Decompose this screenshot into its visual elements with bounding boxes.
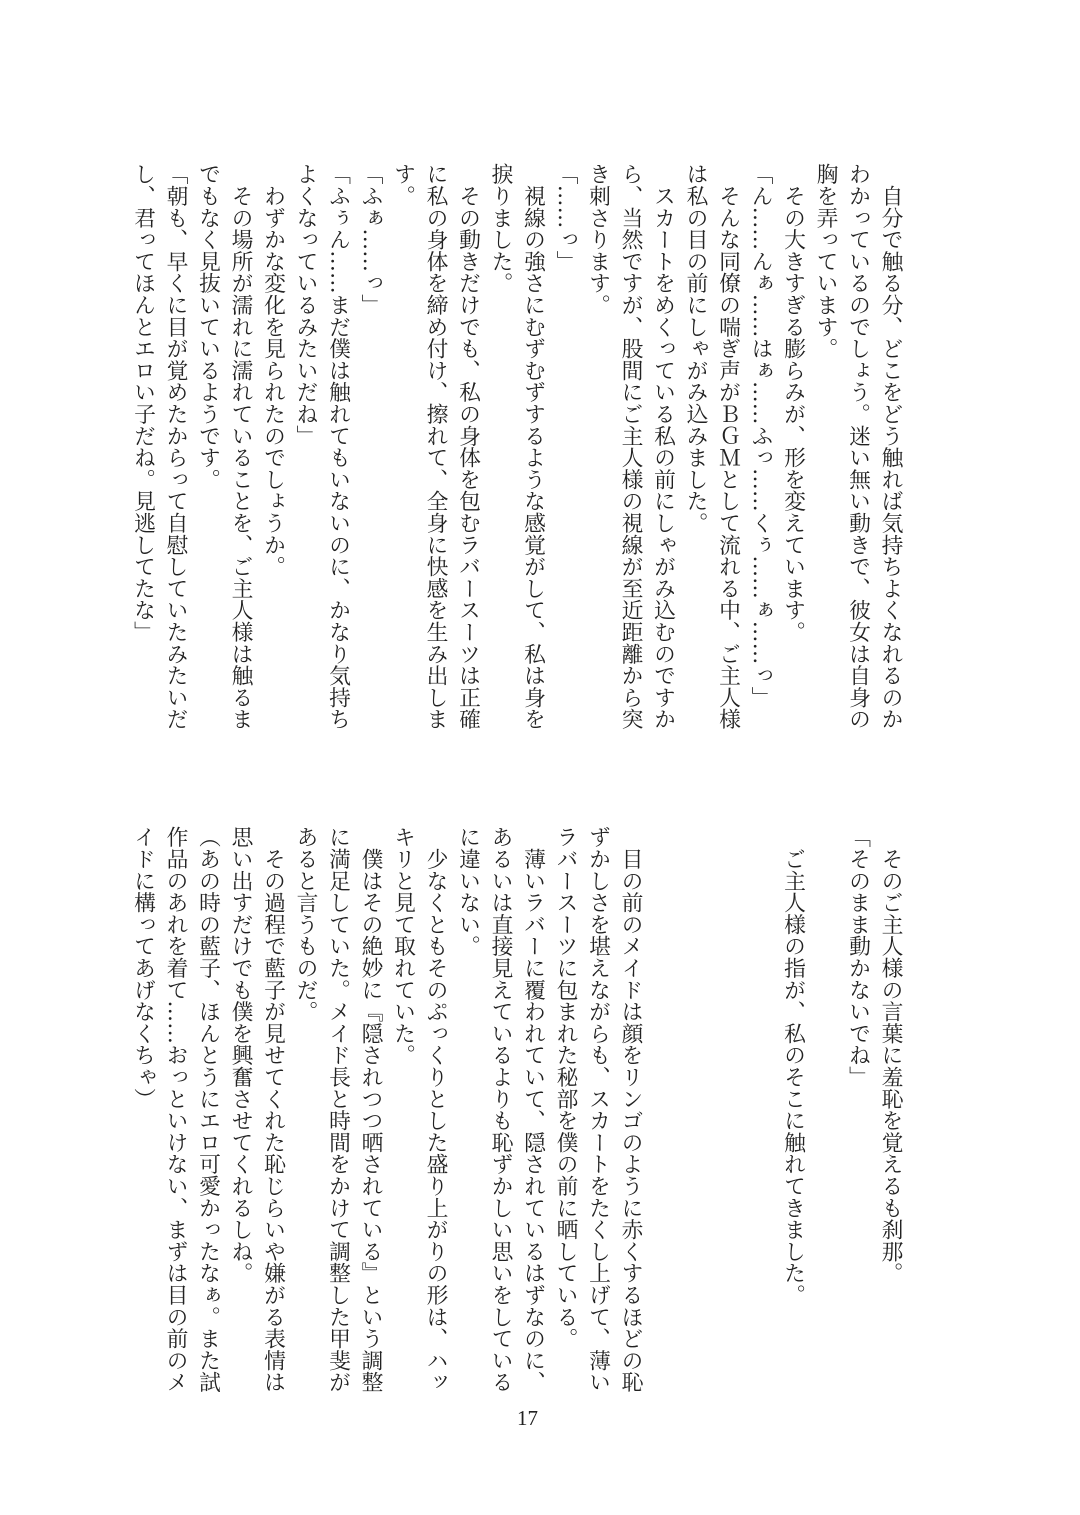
text-column: に私の身体を締め付け、擦れて、全身に快感を生み出しま	[423, 163, 448, 730]
text-column: ラバースーツに包まれた秘部を僕の前に晒している。	[553, 826, 578, 1350]
text-column: あると言うものだ。	[293, 826, 318, 1023]
text-column: その大きすぎる膨らみが、形を変えています。	[780, 163, 806, 643]
text-column: 「ふぅん……まだ僕は触れてもいないのに、かなり気持ち	[325, 163, 351, 730]
text-column: そんな同僚の喘ぎ声がＢＧＭとして流れる中、ご主人様	[715, 163, 741, 730]
text-column: 「そのまま動かないでね」	[845, 826, 871, 1088]
text-column	[711, 826, 744, 1401]
text-column: あるいは直接見えているよりも恥ずかしい思いをしている	[488, 826, 513, 1393]
text-column: 自分で触る分、どこをどう触れば気持ちよくなれるのか	[878, 163, 903, 730]
text-block-bottom	[126, 826, 906, 1401]
text-column: ずかしさを堪えながらも、スカートをたくし上げて、薄い	[585, 826, 611, 1393]
text-column: 作品のあれを着て……おっといけない、まずは目の前のメ	[163, 826, 188, 1393]
text-column: 「ふぁ……っ」	[358, 163, 383, 316]
text-block-top	[126, 163, 906, 738]
text-column: 「……っ」	[553, 163, 578, 272]
text-column: （あの時の藍子、ほんとうにエロ可愛かったなぁ。また試	[195, 826, 221, 1393]
text-column: に満足していた。メイド長と時間をかけて調整した甲斐が	[325, 826, 351, 1393]
text-column: その場所が濡れに濡れていることを、ご主人様は触るま	[228, 163, 253, 730]
text-column: 「ん……んぁ……はぁ……ふっ……くぅ……ぁ……っ」	[748, 163, 773, 708]
text-column: わかっているのでしょう。迷い無い動きで、彼女は自身の	[845, 163, 871, 730]
text-column	[646, 826, 679, 1401]
text-column: イドに構ってあげなくちゃ）	[130, 826, 156, 1110]
text-column: そのご主人様の言葉に羞恥を覚えるも刹那。	[878, 826, 903, 1284]
text-column: その過程で藍子が見せてくれた恥じらいや嫌がる表情は	[260, 826, 286, 1393]
text-column: し、君ってほんとエロい子だね。見逃してたな」	[130, 163, 156, 643]
text-column: に違いない。	[455, 826, 481, 957]
text-column: 捩りました。	[488, 163, 513, 294]
text-column: よくなっているみたいだね」	[293, 163, 318, 447]
text-column: 目の前のメイドは顔をリンゴのように赤くするほどの恥	[618, 826, 643, 1393]
text-column: スカートをめくっている私の前にしゃがみ込むのですか	[650, 163, 676, 730]
text-column	[809, 826, 842, 1401]
text-column: ら、当然ですが、股間にご主人様の視線が至近距離から突	[618, 163, 643, 730]
text-column	[744, 826, 777, 1401]
text-column: でもなく見抜いているようです。	[195, 163, 221, 490]
text-column: 薄いラバーに覆われていて、隠されているはずなのに、	[520, 826, 546, 1393]
text-column: わずかな変化を見られたのでしょうか。	[260, 163, 286, 578]
text-column	[679, 826, 712, 1401]
text-column: 胸を弄っています。	[813, 163, 838, 360]
text-column: その動きだけでも、私の身体を包むラバースーツは正確	[455, 163, 481, 730]
text-column: ご主人様の指が、私のそこに触れてきました。	[780, 826, 806, 1306]
page-number: 17	[517, 1406, 538, 1430]
text-column: す。	[390, 163, 416, 207]
text-column: 思い出すだけでも僕を興奮させてくれるしね。	[228, 826, 253, 1284]
text-column: 視線の強さにむずむずするような感覚がして、私は身を	[520, 163, 546, 730]
text-column: き刺さります。	[585, 163, 611, 316]
text-column: 「朝も、早くに目が覚めたからって自慰していたみたいだ	[163, 163, 188, 730]
text-column: キリと見て取れていた。	[390, 826, 416, 1066]
text-column: 少なくともそのぷっくりとした盛り上がりの形は、ハッ	[423, 826, 448, 1393]
text-column: は私の目の前にしゃがみ込みました。	[683, 163, 708, 534]
text-column: 僕はその絶妙に『隠されつつ晒されている』という調整	[358, 826, 383, 1393]
